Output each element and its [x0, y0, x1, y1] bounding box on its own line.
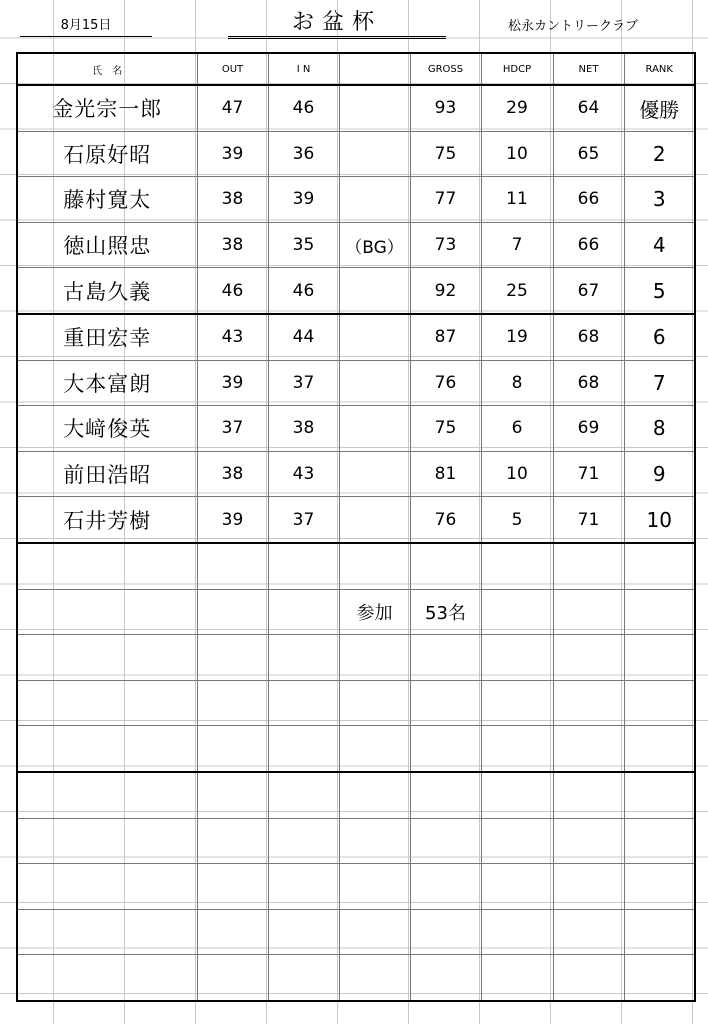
empty-cell [197, 909, 268, 955]
empty-cell [17, 680, 197, 726]
cell-in: 38 [268, 406, 339, 452]
cell-net: 71 [553, 451, 624, 497]
empty-cell [197, 772, 268, 818]
empty-cell [268, 955, 339, 1001]
empty-cell [339, 864, 410, 910]
empty-cell [481, 635, 553, 681]
cell-gross: 87 [410, 314, 481, 360]
cell-note: （BG） [339, 222, 410, 268]
empty-row [17, 864, 695, 910]
cell-rank: 優勝 [624, 85, 695, 131]
empty-cell [268, 909, 339, 955]
cell-out: 43 [197, 314, 268, 360]
empty-cell [339, 909, 410, 955]
cell-note [339, 268, 410, 314]
empty-cell [17, 864, 197, 910]
empty-cell [339, 543, 410, 589]
empty-cell [197, 589, 268, 635]
cell-rank: 6 [624, 314, 695, 360]
empty-cell [268, 543, 339, 589]
empty-cell [17, 543, 197, 589]
cell-gross: 77 [410, 177, 481, 223]
cell-gross: 76 [410, 497, 481, 543]
empty-cell [553, 635, 624, 681]
header-row [17, 53, 695, 85]
cell-note [339, 131, 410, 177]
cell-out: 39 [197, 131, 268, 177]
cell-out: 46 [197, 268, 268, 314]
empty-cell [553, 955, 624, 1001]
cell-out: 38 [197, 222, 268, 268]
cell-note [339, 451, 410, 497]
cell-hdcp: 10 [481, 131, 553, 177]
table-row [17, 497, 695, 543]
empty-cell [410, 680, 481, 726]
cell-note [339, 314, 410, 360]
cell-gross: 76 [410, 360, 481, 406]
cell-in: 39 [268, 177, 339, 223]
table-row [17, 314, 695, 360]
empty-cell [553, 680, 624, 726]
cell-rank: 3 [624, 177, 695, 223]
cell-net: 66 [553, 222, 624, 268]
cell-name: 金光宗一郎 [17, 85, 197, 131]
cell-net: 66 [553, 177, 624, 223]
cell-out: 38 [197, 451, 268, 497]
empty-cell [268, 589, 339, 635]
cell-rank: 10 [624, 497, 695, 543]
cell-note [339, 177, 410, 223]
empty-row [17, 589, 695, 635]
empty-cell [553, 543, 624, 589]
cell-name: 前田浩昭 [17, 451, 197, 497]
empty-row [17, 909, 695, 955]
cell-out: 47 [197, 85, 268, 131]
empty-cell [410, 635, 481, 681]
table-row [17, 360, 695, 406]
cell-in: 46 [268, 268, 339, 314]
cell-rank: 5 [624, 268, 695, 314]
empty-cell [197, 680, 268, 726]
empty-cell [481, 909, 553, 955]
empty-cell [481, 955, 553, 1001]
cell-name: 石井芳樹 [17, 497, 197, 543]
empty-cell [410, 864, 481, 910]
empty-cell [481, 543, 553, 589]
table-row [17, 177, 695, 223]
cell-net: 68 [553, 314, 624, 360]
cell-in: 44 [268, 314, 339, 360]
cell-out: 38 [197, 177, 268, 223]
empty-cell [624, 864, 695, 910]
club-name: 松永カントリークラブ [507, 19, 638, 34]
table-row [17, 406, 695, 452]
empty-cell [481, 680, 553, 726]
col-header-hdcp: HDCP [481, 53, 553, 85]
cell-out: 39 [197, 360, 268, 406]
empty-cell [339, 772, 410, 818]
cell-in: 37 [268, 360, 339, 406]
empty-cell [481, 726, 553, 772]
cell-name: 古島久義 [17, 268, 197, 314]
empty-cell [624, 543, 695, 589]
empty-cell [553, 818, 624, 864]
table-row [17, 131, 695, 177]
empty-cell [197, 726, 268, 772]
page-title: お盆杯 [228, 8, 446, 39]
cell-rank: 9 [624, 451, 695, 497]
cell-name: 大﨑俊英 [17, 406, 197, 452]
empty-cell [339, 818, 410, 864]
empty-cell [339, 726, 410, 772]
empty-cell [410, 955, 481, 1001]
empty-cell [17, 909, 197, 955]
empty-cell [624, 680, 695, 726]
empty-cell [410, 909, 481, 955]
table-row [17, 222, 695, 268]
empty-cell [197, 955, 268, 1001]
empty-cell [197, 635, 268, 681]
col-header-name: 氏 名 [17, 53, 197, 85]
empty-row [17, 955, 695, 1001]
cell-hdcp: 29 [481, 85, 553, 131]
cell-in: 46 [268, 85, 339, 131]
cell-out: 39 [197, 497, 268, 543]
cell-name: 藤村寛太 [17, 177, 197, 223]
empty-cell [624, 909, 695, 955]
empty-cell [268, 680, 339, 726]
empty-cell [339, 680, 410, 726]
empty-cell [410, 818, 481, 864]
cell-gross: 81 [410, 451, 481, 497]
cell-hdcp: 6 [481, 406, 553, 452]
cell-gross: 92 [410, 268, 481, 314]
cell-out: 37 [197, 406, 268, 452]
participants-label: 参加 [339, 589, 410, 635]
cell-hdcp: 7 [481, 222, 553, 268]
cell-hdcp: 10 [481, 451, 553, 497]
empty-cell [17, 589, 197, 635]
cell-net: 69 [553, 406, 624, 452]
cell-name: 石原好昭 [17, 131, 197, 177]
empty-cell [17, 635, 197, 681]
empty-cell [268, 772, 339, 818]
empty-cell [481, 772, 553, 818]
empty-cell [339, 955, 410, 1001]
table-row [17, 451, 695, 497]
cell-note [339, 85, 410, 131]
empty-row [17, 680, 695, 726]
cell-net: 71 [553, 497, 624, 543]
empty-cell [268, 818, 339, 864]
empty-cell [481, 818, 553, 864]
empty-row [17, 543, 695, 589]
cell-hdcp: 19 [481, 314, 553, 360]
table-row [17, 85, 695, 131]
empty-cell [553, 909, 624, 955]
cell-net: 65 [553, 131, 624, 177]
cell-in: 35 [268, 222, 339, 268]
score-table-body [17, 53, 695, 1001]
empty-cell [17, 955, 197, 1001]
col-header-note [339, 53, 410, 85]
empty-cell [410, 543, 481, 589]
cell-in: 36 [268, 131, 339, 177]
cell-net: 67 [553, 268, 624, 314]
cell-name: 大本富朗 [17, 360, 197, 406]
cell-name: 徳山照忠 [17, 222, 197, 268]
cell-net: 64 [553, 85, 624, 131]
empty-cell [481, 589, 553, 635]
cell-note [339, 497, 410, 543]
empty-row [17, 818, 695, 864]
empty-cell [553, 772, 624, 818]
empty-cell [197, 818, 268, 864]
empty-cell [339, 635, 410, 681]
empty-cell [553, 864, 624, 910]
empty-cell [197, 543, 268, 589]
col-header-rank: RANK [624, 53, 695, 85]
cell-gross: 75 [410, 406, 481, 452]
cell-hdcp: 25 [481, 268, 553, 314]
participants-count: 53名 [410, 589, 481, 635]
empty-cell [197, 864, 268, 910]
empty-row [17, 635, 695, 681]
empty-cell [624, 589, 695, 635]
table-row [17, 268, 695, 314]
cell-hdcp: 11 [481, 177, 553, 223]
cell-rank: 2 [624, 131, 695, 177]
empty-cell [268, 864, 339, 910]
cell-rank: 7 [624, 360, 695, 406]
empty-cell [624, 635, 695, 681]
empty-cell [624, 772, 695, 818]
score-table [16, 52, 696, 1002]
empty-cell [17, 772, 197, 818]
empty-cell [553, 726, 624, 772]
col-header-net: NET [553, 53, 624, 85]
empty-cell [624, 818, 695, 864]
cell-rank: 8 [624, 406, 695, 452]
empty-cell [553, 589, 624, 635]
empty-row [17, 726, 695, 772]
empty-cell [268, 635, 339, 681]
empty-cell [410, 772, 481, 818]
cell-note [339, 406, 410, 452]
cell-in: 37 [268, 497, 339, 543]
empty-cell [481, 864, 553, 910]
col-header-in: I N [268, 53, 339, 85]
empty-cell [268, 726, 339, 772]
cell-hdcp: 5 [481, 497, 553, 543]
empty-cell [17, 726, 197, 772]
empty-cell [624, 726, 695, 772]
cell-note [339, 360, 410, 406]
cell-gross: 75 [410, 131, 481, 177]
cell-rank: 4 [624, 222, 695, 268]
empty-cell [410, 726, 481, 772]
cell-name: 重田宏幸 [17, 314, 197, 360]
empty-cell [17, 818, 197, 864]
cell-net: 68 [553, 360, 624, 406]
empty-cell [624, 955, 695, 1001]
cell-in: 43 [268, 451, 339, 497]
col-header-gross: GROSS [410, 53, 481, 85]
cell-hdcp: 8 [481, 360, 553, 406]
col-header-out: OUT [197, 53, 268, 85]
empty-row [17, 772, 695, 818]
cell-gross: 93 [410, 85, 481, 131]
cell-gross: 73 [410, 222, 481, 268]
date-label: 8月15日 [20, 16, 152, 37]
